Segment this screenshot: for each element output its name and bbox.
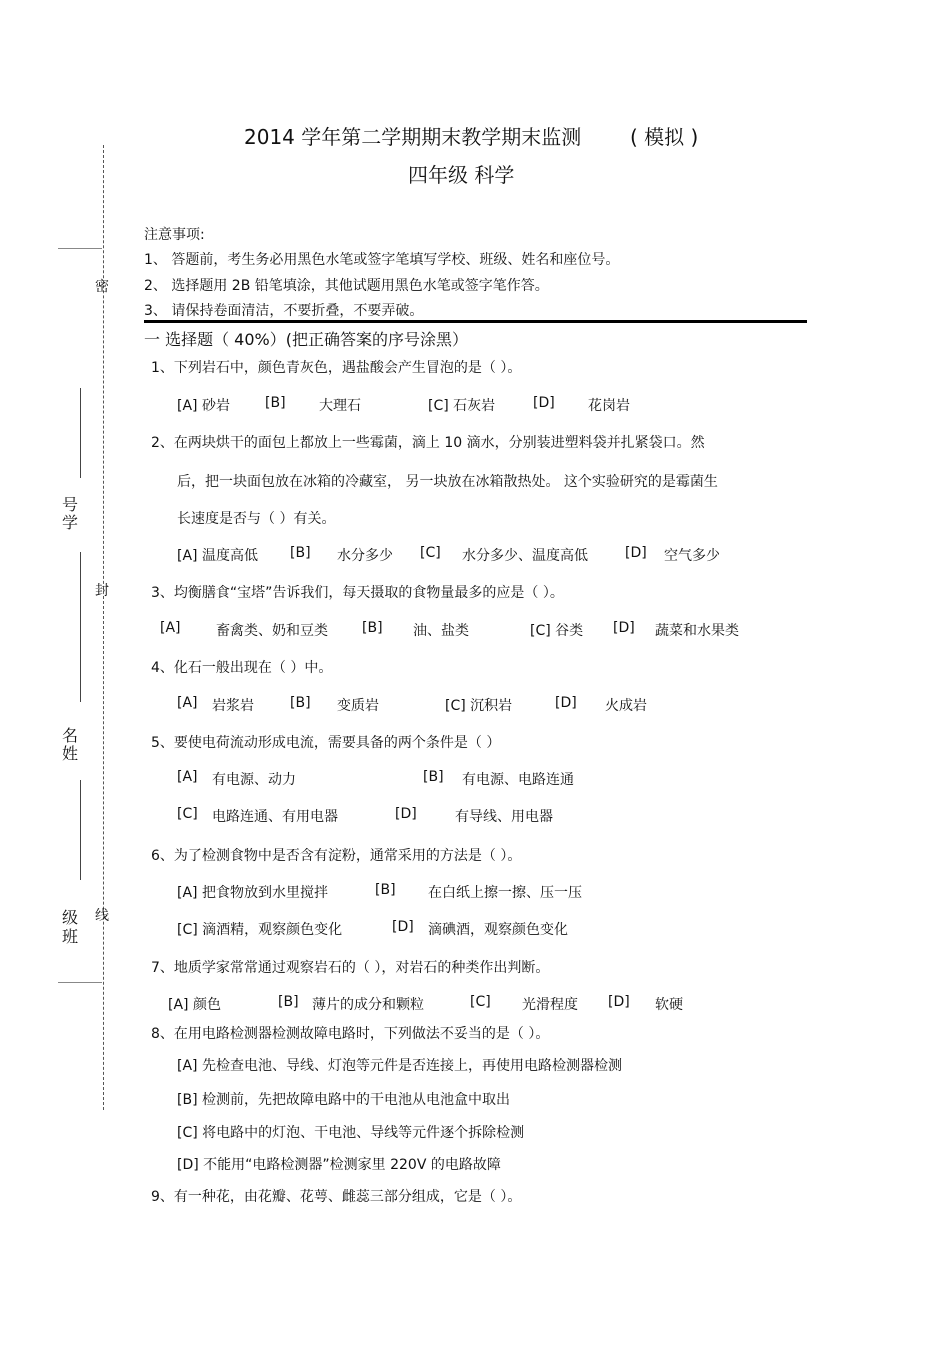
note-item-3: 3、 请保持卷面清洁，不要折叠，不要弄破。: [144, 303, 424, 319]
q6-option-a[interactable]: [A] 把食物放到水里搅拌: [177, 885, 328, 901]
margin-student-no-b: 学: [62, 513, 79, 532]
q8-option-c[interactable]: [C] 将电路中的灯泡、干电池、导线等元件逐个拆除检测: [177, 1125, 525, 1141]
q3-option-b-label[interactable]: [B]: [362, 620, 383, 636]
question-3-stem: 3、均衡膳食“宝塔”告诉我们，每天摄取的食物量最多的应是（ ）。: [151, 585, 564, 601]
margin-seal-feng: 封: [95, 583, 109, 599]
q4-option-d-text: 火成岩: [605, 698, 647, 714]
q3-option-d-label[interactable]: [D]: [613, 620, 635, 636]
q4-option-b-text: 变质岩: [337, 698, 379, 714]
q1-option-d-label[interactable]: [D]: [533, 395, 555, 411]
q3-option-a-text: 畜禽类、奶和豆类: [216, 623, 328, 639]
q3-option-d-text: 蔬菜和水果类: [655, 623, 739, 639]
q2-option-c-label[interactable]: [C]: [420, 545, 441, 561]
margin-vline-3: [80, 780, 81, 880]
exam-subtitle: 四年级 科学: [408, 163, 515, 187]
exam-title: 2014 学年第二学期期末教学期末监测: [244, 125, 582, 149]
q8-option-a[interactable]: [A] 先检查电池、导线、灯泡等元件是否连接上，再使用电路检测器检测: [177, 1058, 622, 1074]
exam-title-suffix: ( 模拟 ): [630, 125, 699, 149]
q7-option-a[interactable]: [A] 颜色: [168, 997, 221, 1013]
question-9-stem: 9、有一种花，由花瓣、花萼、雌蕊三部分组成，它是（ ）。: [151, 1189, 522, 1205]
q1-option-a[interactable]: [A] 砂岩: [177, 398, 230, 414]
q3-option-a-label[interactable]: [A]: [160, 620, 181, 636]
q1-option-b-text: 大理石: [319, 398, 361, 414]
q5-option-a-label[interactable]: [A]: [177, 769, 198, 785]
q5-option-a-text: 有电源、动力: [212, 772, 296, 788]
margin-rule-bottom: [58, 982, 102, 983]
q5-option-b-label[interactable]: [B]: [423, 769, 444, 785]
q2-option-c-text: 水分多少、温度高低: [462, 548, 588, 564]
q7-option-c-text: 光滑程度: [522, 997, 578, 1013]
q4-option-b-label[interactable]: [B]: [290, 695, 311, 711]
note-item-1: 1、 答题前，考生务必用黑色水笔或签字笔填写学校、班级、姓名和座位号。: [144, 252, 620, 268]
q4-option-a-text: 岩浆岩: [212, 698, 254, 714]
q1-option-b-label[interactable]: [B]: [265, 395, 286, 411]
q2-option-b-text: 水分多少: [337, 548, 393, 564]
q5-option-d-label[interactable]: [D]: [395, 806, 417, 822]
q8-option-b[interactable]: [B] 检测前，先把故障电路中的干电池从电池盒中取出: [177, 1092, 510, 1108]
q2-option-a[interactable]: [A] 温度高低: [177, 548, 258, 564]
question-6-stem: 6、为了检测食物中是否含有淀粉，通常采用的方法是（ ）。: [151, 848, 522, 864]
q1-option-d-text: 花岗岩: [588, 398, 630, 414]
margin-seal-mi: 密: [95, 279, 109, 295]
q8-option-d[interactable]: [D] 不能用“电路检测器”检测家里 220V 的电路故障: [177, 1157, 501, 1173]
margin-vline-1: [80, 388, 81, 478]
margin-rule-top: [58, 248, 102, 249]
margin-class-a: 级: [62, 908, 79, 927]
question-8-stem: 8、在用电路检测器检测故障电路时，下列做法不妥当的是（ ）。: [151, 1026, 550, 1042]
q3-option-c[interactable]: [C] 谷类: [530, 623, 584, 639]
q6-option-c[interactable]: [C] 滴酒精，观察颜色变化: [177, 922, 343, 938]
note-item-2: 2、 选择题用 2B 铅笔填涂，其他试题用黑色水笔或签字笔作答。: [144, 278, 549, 294]
q7-option-d-label[interactable]: [D]: [608, 994, 630, 1010]
q5-option-d-text: 有导线、用电器: [455, 809, 553, 825]
q5-option-c-label[interactable]: [C]: [177, 806, 198, 822]
margin-name-b: 姓: [62, 744, 79, 763]
section-divider: [144, 320, 807, 323]
q2-option-b-label[interactable]: [B]: [290, 545, 311, 561]
question-2-stem-line2: 后，把一块面包放在冰箱的冷藏室， 另一块放在冰箱散热处。 这个实验研究的是霉菌生: [177, 474, 718, 490]
q3-option-b-text: 油、盐类: [413, 623, 469, 639]
q4-option-a-label[interactable]: [A]: [177, 695, 198, 711]
q4-option-c[interactable]: [C] 沉积岩: [445, 698, 513, 714]
margin-class-b: 班: [62, 927, 79, 946]
notes-heading: 注意事项:: [144, 227, 205, 243]
question-2-stem: 2、在两块烘干的面包上都放上一些霉菌，滴上 10 滴水，分别装进塑料袋并扎紧袋口。然: [151, 435, 705, 451]
q6-option-b-label[interactable]: [B]: [375, 882, 396, 898]
q6-option-b-text: 在白纸上擦一擦、压一压: [428, 885, 582, 901]
q5-option-c-text: 电路连通、有用电器: [212, 809, 338, 825]
q2-option-d-text: 空气多少: [664, 548, 720, 564]
question-2-stem-line3: 长速度是否与（ ）有关。: [177, 511, 336, 527]
margin-student-no-a: 号: [62, 495, 79, 514]
q7-option-b-text: 薄片的成分和颗粒: [312, 997, 424, 1013]
q6-option-d-label[interactable]: [D]: [392, 919, 414, 935]
question-4-stem: 4、化石一般出现在（ ）中。: [151, 660, 333, 676]
margin-seal-xian: 线: [95, 908, 109, 924]
q1-option-c[interactable]: [C] 石灰岩: [428, 398, 496, 414]
question-1-stem: 1、下列岩石中，颜色青灰色，遇盐酸会产生冒泡的是（ ）。: [151, 360, 522, 376]
margin-name-a: 名: [62, 726, 79, 745]
q4-option-d-label[interactable]: [D]: [555, 695, 577, 711]
q5-option-b-text: 有电源、电路连通: [462, 772, 574, 788]
q7-option-d-text: 软硬: [655, 997, 683, 1013]
margin-vline-2: [80, 552, 81, 702]
section-heading: 一 选择题（ 40%）(把正确答案的序号涂黑）: [144, 330, 468, 349]
q2-option-d-label[interactable]: [D]: [625, 545, 647, 561]
q7-option-b-label[interactable]: [B]: [278, 994, 299, 1010]
question-5-stem: 5、要使电荷流动形成电流，需要具备的两个条件是（ ）: [151, 735, 501, 751]
question-7-stem: 7、地质学家常常通过观察岩石的（ ），对岩石的种类作出判断。: [151, 960, 550, 976]
q6-option-d-text: 滴碘酒，观察颜色变化: [428, 922, 568, 938]
q7-option-c-label[interactable]: [C]: [470, 994, 491, 1010]
